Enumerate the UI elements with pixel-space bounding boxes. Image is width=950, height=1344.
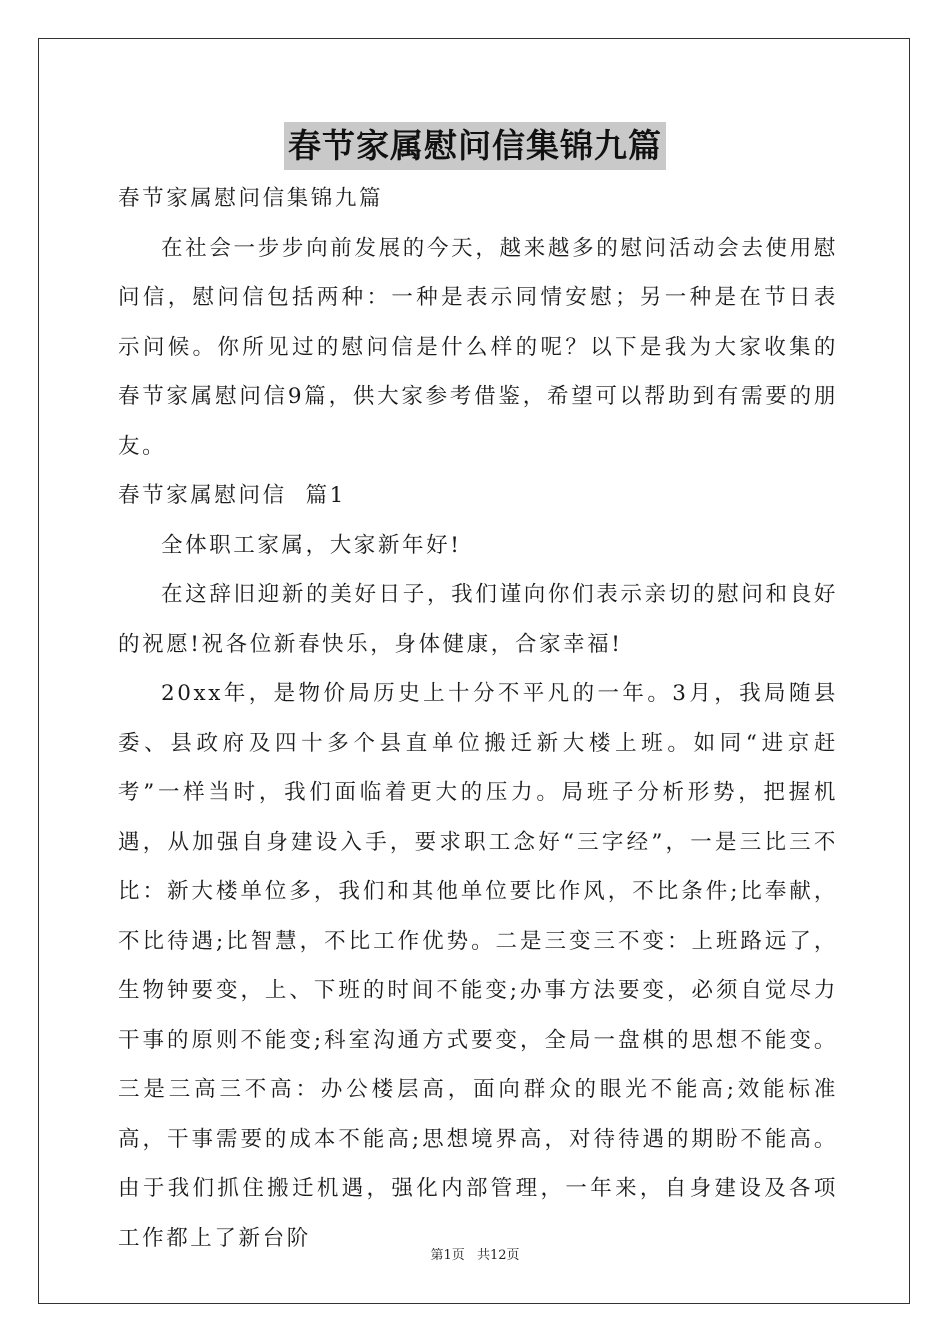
body-paragraph-2: 20xx年，是物价局历史上十分不平凡的一年。3月，我局随县委、县政府及四十多个县直单位搬迁新大楼上班。如同“进京赶考”一样当时，我们面临着更大的压力。局班子分析形势，把握机遇，从加强自身建设入手，要求职工念好“三字经”，一是三比三不比：新大楼单位多，我们和其他单位要比作风，不比条件;比奉献，不比待遇;比智慧，不比工作优势。二是三变三不变：上班路远了，生物钟要变，上、下班的时间不能变;办事方法要变，必须自觉尽力干事的原则不能变;科室沟通方式要变，全局一盘棋的思想不能变。三是三高三不高：办公楼层高，面向群众的眼光不能高;效能标准高，干事需要的成本不能高;思想境界高，对待待遇的期盼不能高。由于我们抓住搬迁机遇，强化内部管理，一年来，自身建设及各项工作都上了新台阶 [118, 681, 838, 1251]
section-heading: 春节家属慰问信 篇1 [118, 483, 346, 508]
page-total: 共12页 [476, 1248, 520, 1263]
body-paragraph-1: 在这辞旧迎新的美好日子，我们谨向你们表示亲切的慰问和良好的祝愿!祝各位新春快乐，身体健康，合家幸福! [118, 582, 838, 657]
intro-paragraph: 在社会一步步向前发展的今天，越来越多的慰问活动会去使用慰问信，慰问信包括两种：一种是表示同情安慰；另一种是在节日表示问候。你所见过的慰问信是什么样的呢？以下是我为大家收集的春节家属慰问信9篇，供大家参考借鉴，希望可以帮助到有需要的朋友。 [118, 235, 838, 459]
document-body [118, 174, 838, 1263]
greeting-line: 全体职工家属，大家新年好! [161, 532, 462, 558]
page-number: 第1页 [430, 1248, 465, 1263]
title-container [0, 122, 950, 170]
document-title: 春节家属慰问信集锦九篇 [284, 122, 666, 170]
document-subtitle: 春节家属慰问信集锦九篇 [118, 186, 384, 211]
page-footer [0, 1247, 950, 1265]
